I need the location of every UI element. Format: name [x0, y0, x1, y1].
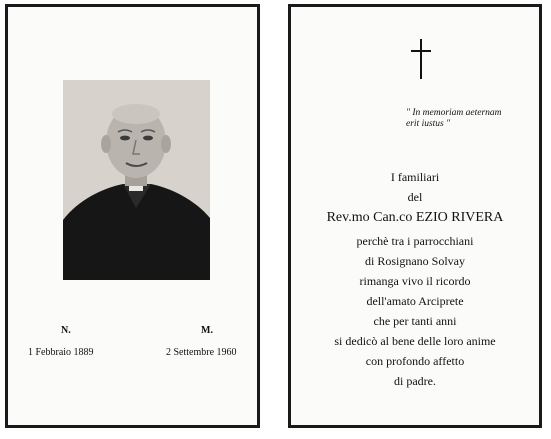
born-label: N.: [61, 325, 71, 336]
line-ricordo: rimanga vivo il ricordo: [359, 274, 471, 288]
motto-line-1: " In memoriam aeternam: [406, 108, 502, 118]
dedication-text: [291, 167, 539, 391]
portrait-photo: [63, 80, 210, 280]
line-affetto: con profondo affetto: [365, 354, 465, 368]
line-anni: che per tanti anni: [373, 314, 457, 328]
deceased-name: Rev.mo Can.co EZIO RIVERA: [326, 210, 504, 225]
died-label: M.: [201, 325, 213, 336]
birth-date: 1 Febbraio 1889: [28, 347, 94, 358]
memorial-motto: [406, 108, 526, 130]
right-memorial-card: [288, 4, 542, 428]
motto-line-2: erit iustus ": [406, 119, 451, 129]
death-date: 2 Settembre 1960: [166, 347, 237, 358]
latin-cross-icon: [411, 39, 431, 79]
line-parrocchiani: perchè tra i parrocchiani: [356, 234, 474, 248]
line-del: del: [407, 190, 423, 204]
line-anime: si dedicò al bene delle loro anime: [334, 334, 496, 348]
line-arciprete: dell'amato Arciprete: [366, 294, 464, 308]
line-rosignano: di Rosignano Solvay: [364, 254, 465, 268]
left-memorial-card: [5, 4, 260, 428]
line-familiari: I familiari: [390, 170, 440, 184]
line-padre: di padre.: [394, 374, 436, 388]
